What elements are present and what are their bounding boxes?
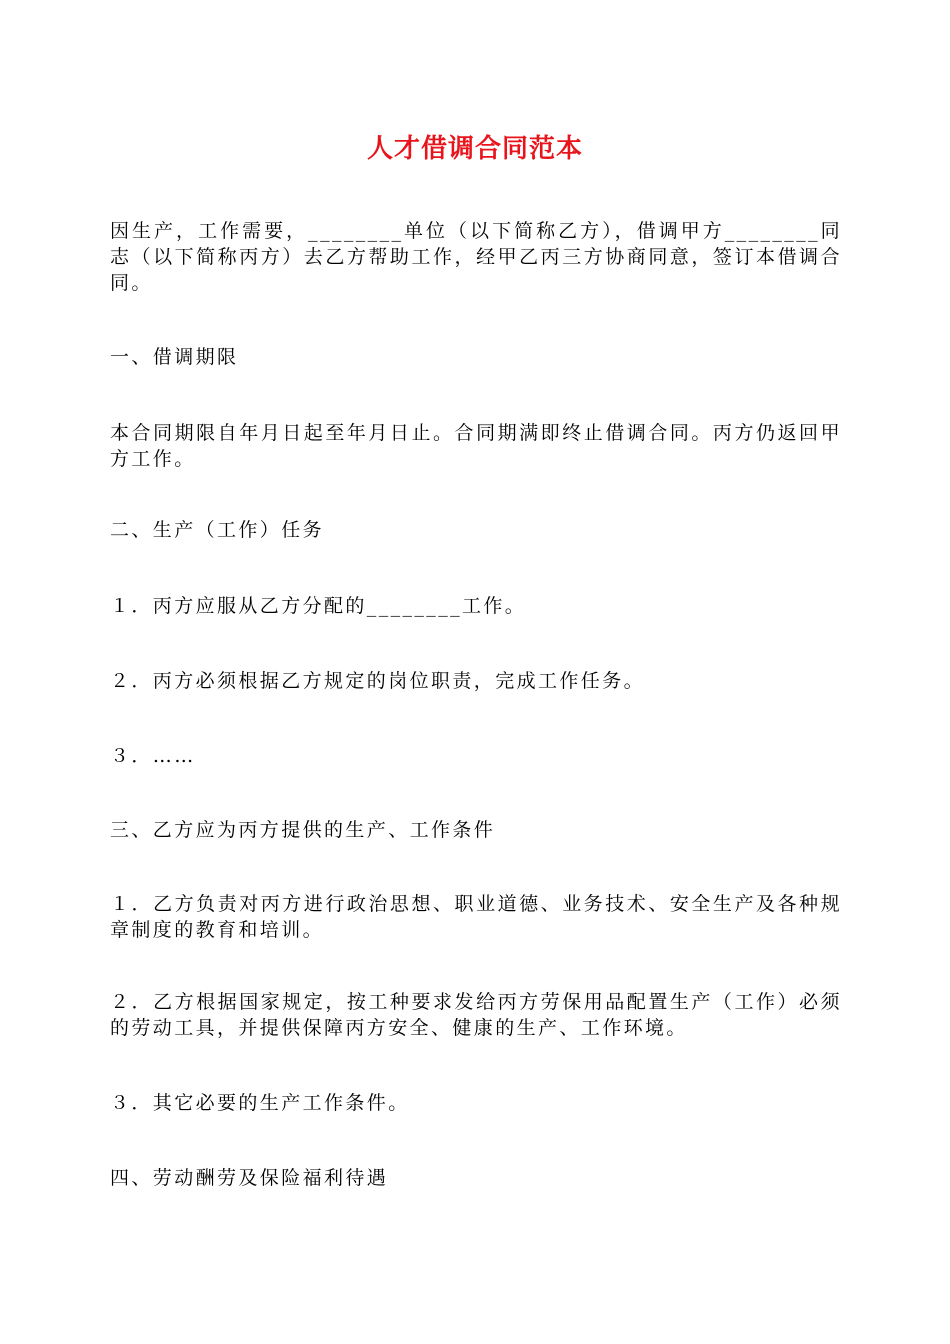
paragraph-term: 本合同期限自年月日起至年月日止。合同期满即终止借调合同。丙方仍返回甲方工作。 [110, 422, 842, 470]
list-item-2-1: １．丙方应服从乙方分配的________工作。 [110, 595, 527, 617]
section-heading-2: 二、生产（工作）任务 [110, 519, 325, 541]
section-heading-1: 一、借调期限 [110, 346, 239, 368]
document-title: 人才借调合同范本 [366, 134, 583, 164]
section-heading-4: 四、劳动酬劳及保险福利待遇 [110, 1167, 389, 1189]
list-item-3-3: ３．其它必要的生产工作条件。 [110, 1092, 410, 1114]
list-item-3-1: １．乙方负责对丙方进行政治思想、职业道德、业务技术、安全生产及各种规章制度的教育和培训。 [110, 893, 842, 941]
list-item-3-2: ２．乙方根据国家规定，按工种要求发给丙方劳保用品配置生产（工作）必须的劳动工具，并提供保障丙方安全、健康的生产、工作环境。 [110, 991, 842, 1039]
section-heading-3: 三、乙方应为丙方提供的生产、工作条件 [110, 819, 496, 841]
list-item-2-3: ３．…… [110, 745, 196, 767]
list-item-2-2: ２．丙方必须根据乙方规定的岗位职责，完成工作任务。 [110, 670, 646, 692]
intro-paragraph: 因生产，工作需要，________单位（以下简称乙方），借调甲方________同志（以下简称丙方）去乙方帮助工作，经甲乙丙三方协商同意，签订本借调合同。 [110, 220, 842, 294]
